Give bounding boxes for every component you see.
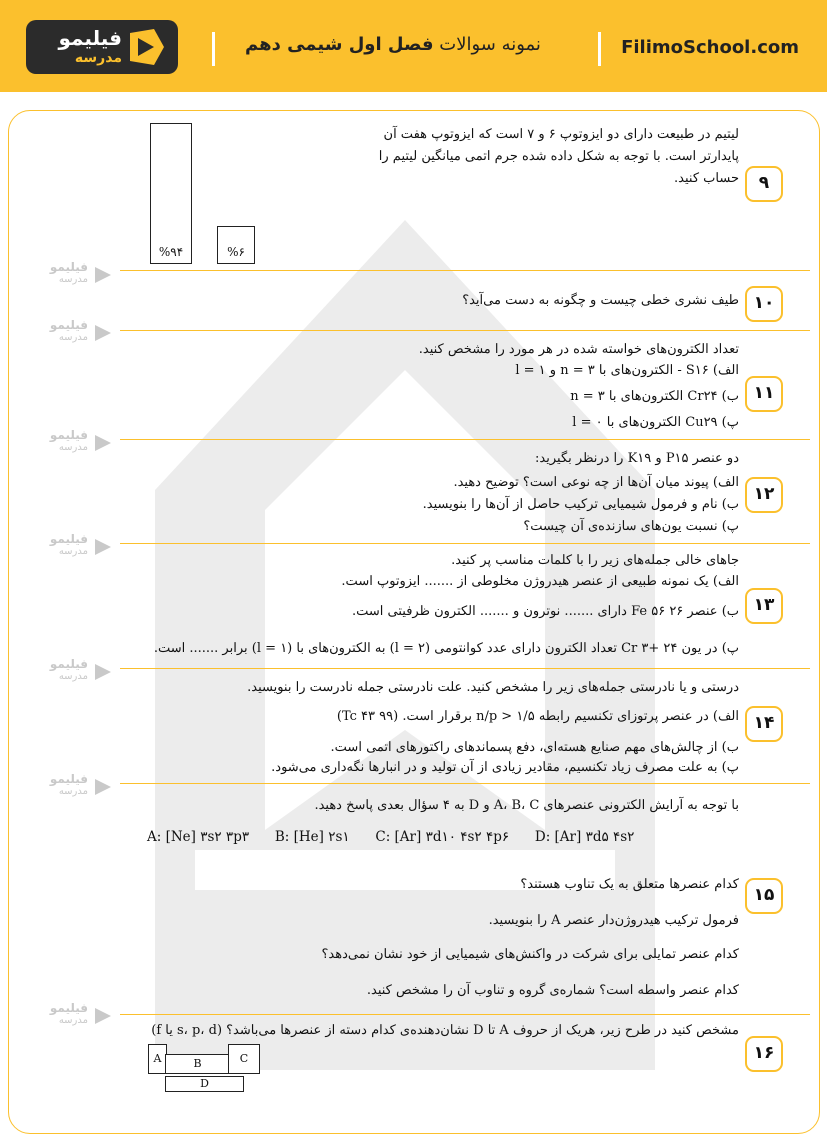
question-part: پ) به علت مصرف زیاد تکنسیم، مقادیر زیادی از آن تولید و در انبارها نگه‌داری می‌شود.	[271, 760, 739, 775]
question-part: الف) در عنصر پرتوزای تکنسیم رابطه ۱/۵ < n/p برقرار است. (۹۹ ۴۳ Tc)	[336, 709, 739, 724]
question-part: الف) پیوند میان آن‌ها از چه نوعی است؟ توضیح دهید.	[453, 475, 739, 490]
question-text: دو عنصر P۱۵ و K۱۹ را درنظر بگیرید:	[535, 451, 739, 466]
side-logo: فیلیمو مدرسه	[34, 430, 114, 456]
question-separator	[120, 439, 810, 440]
block-a: A	[148, 1044, 167, 1074]
question-text: تعداد الکترون‌های خواسته شده در هر مورد را مشخص کنید.	[418, 342, 739, 357]
question-separator	[120, 543, 810, 544]
play-icon	[92, 322, 114, 344]
question-number: ۱۳	[745, 588, 783, 624]
question-part: ب) از چالش‌های مهم صنایع هسته‌ای، دفع پسماندهای راکتورهای اتمی است.	[330, 740, 739, 755]
question-part: ب) عنصر Fe ۵۶ ۲۶ دارای ....... نوترون و ....... الکترون ظرفیتی است.	[352, 604, 739, 619]
play-icon	[92, 432, 114, 454]
question-number: ۱۵	[745, 878, 783, 914]
logo-text-bottom: مدرسه	[74, 50, 122, 66]
question-separator	[120, 330, 810, 331]
question-part: الف) S۱۶ - الکترون‌های با ۳ = n و ۱ = l	[515, 363, 739, 378]
side-logo: فیلیمو مدرسه	[34, 262, 114, 288]
question-part: پ) در یون Cr ۳+ ۲۴ تعداد الکترون دارای عدد کوانتومی (۲ = l) به الکترون‌های با (۱ = l) برابر ....... است.	[153, 641, 739, 656]
question-part: ب) Cr۲۴ الکترون‌های با ۳ = n	[570, 389, 739, 404]
question-text: لیتیم در طبیعت دارای دو ایزوتوپ ۶ و ۷ است که ایزوتوپ هفت آن	[383, 127, 739, 142]
side-logo: فیلیمو مدرسه	[34, 534, 114, 560]
bar-label: %۹۴	[158, 245, 184, 259]
question-number: ۱۶	[745, 1036, 783, 1072]
config-b: B: [He] ۲s۱	[274, 829, 350, 845]
config-d: D: [Ar] ۳d۵ ۴s۲	[534, 829, 635, 845]
header-divider	[598, 32, 601, 66]
question-text: جاهای خالی جمله‌های زیر را با کلمات مناسب پر کنید.	[451, 553, 739, 568]
play-icon	[124, 25, 168, 69]
question-text: طیف نشری خطی چیست و چگونه به دست می‌آید؟	[462, 293, 739, 308]
question-text: درستی و یا نادرستی جمله‌های زیر را مشخص کنید. علت نادرستی جمله نادرست را بنویسید.	[247, 680, 739, 695]
block-c: C	[228, 1044, 260, 1074]
page-title: نمونه سوالات فصل اول شیمی دهم	[245, 34, 541, 55]
question-separator	[120, 668, 810, 669]
question-text: با توجه به آرایش الکترونی عنصرهای A، B، C و D به ۴ سؤال بعدی پاسخ دهید.	[314, 798, 739, 813]
chart-bar	[150, 123, 192, 264]
question-number: ۱۰	[745, 286, 783, 322]
question-number: ۱۱	[745, 376, 783, 412]
play-icon	[92, 536, 114, 558]
question-separator	[120, 270, 810, 271]
electron-configs	[147, 829, 634, 845]
block-b: B	[165, 1054, 230, 1074]
question-separator	[120, 783, 810, 784]
question-part: پ) Cu۲۹ الکترون‌های با ۰ = l	[572, 415, 739, 430]
filimo-school-logo[interactable]	[26, 20, 178, 74]
side-logo: فیلیمو مدرسه	[34, 774, 114, 800]
question-separator	[120, 1014, 810, 1015]
logo-text-top: فیلیمو	[58, 26, 122, 50]
question-text: مشخص کنید در طرح زیر، هریک از حروف A تا D نشان‌دهنده‌ی کدام دسته از عنصرها می‌باشد؟ (s، p، d یا f)	[151, 1023, 739, 1038]
block-d: D	[165, 1076, 244, 1092]
question-number: ۱۲	[745, 477, 783, 513]
question-text: پایدارتر است. با توجه به شکل داده شده جرم اتمی میانگین لیتیم را	[378, 149, 739, 164]
question-part: فرمول ترکیب هیدروژن‌دار عنصر A را بنویسید.	[488, 913, 739, 928]
play-icon	[92, 264, 114, 286]
chart-bar	[217, 226, 255, 264]
question-part: ب) نام و فرمول شیمیایی ترکیب حاصل از آن‌ها را بنویسید.	[422, 497, 739, 512]
header-divider	[212, 32, 215, 66]
question-part: کدام عنصرها متعلق به یک تناوب هستند؟	[520, 877, 739, 892]
side-logo: فیلیمو مدرسه	[34, 320, 114, 346]
question-text: حساب کنید.	[674, 171, 739, 186]
question-number: ۱۴	[745, 706, 783, 742]
question-part: کدام عنصر تمایلی برای شرکت در واکنش‌های شیمیایی از خود نشان نمی‌دهد؟	[321, 947, 739, 962]
config-c: C: [Ar] ۳d۱۰ ۴s۲ ۴p۶	[375, 829, 510, 845]
question-part: الف) یک نمونه طبیعی از عنصر هیدروژن مخلوطی از ....... ایزوتوپ است.	[341, 574, 739, 589]
question-number: ۹	[745, 166, 783, 202]
play-icon	[92, 776, 114, 798]
site-link[interactable]: FilimoSchool.com	[621, 37, 799, 58]
side-logo: فیلیمو مدرسه	[34, 659, 114, 685]
play-icon	[92, 661, 114, 683]
config-a: A: [Ne] ۳s۲ ۳p۳	[147, 829, 250, 845]
bar-label: %۶	[227, 245, 245, 259]
header-banner	[0, 0, 827, 92]
question-part: کدام عنصر واسطه است؟ شماره‌ی گروه و تناوب آن را مشخص کنید.	[366, 983, 739, 998]
side-logo: فیلیمو مدرسه	[34, 1003, 114, 1029]
question-part: پ) نسبت یون‌های سازنده‌ی آن چیست؟	[523, 519, 739, 534]
play-icon	[92, 1005, 114, 1027]
